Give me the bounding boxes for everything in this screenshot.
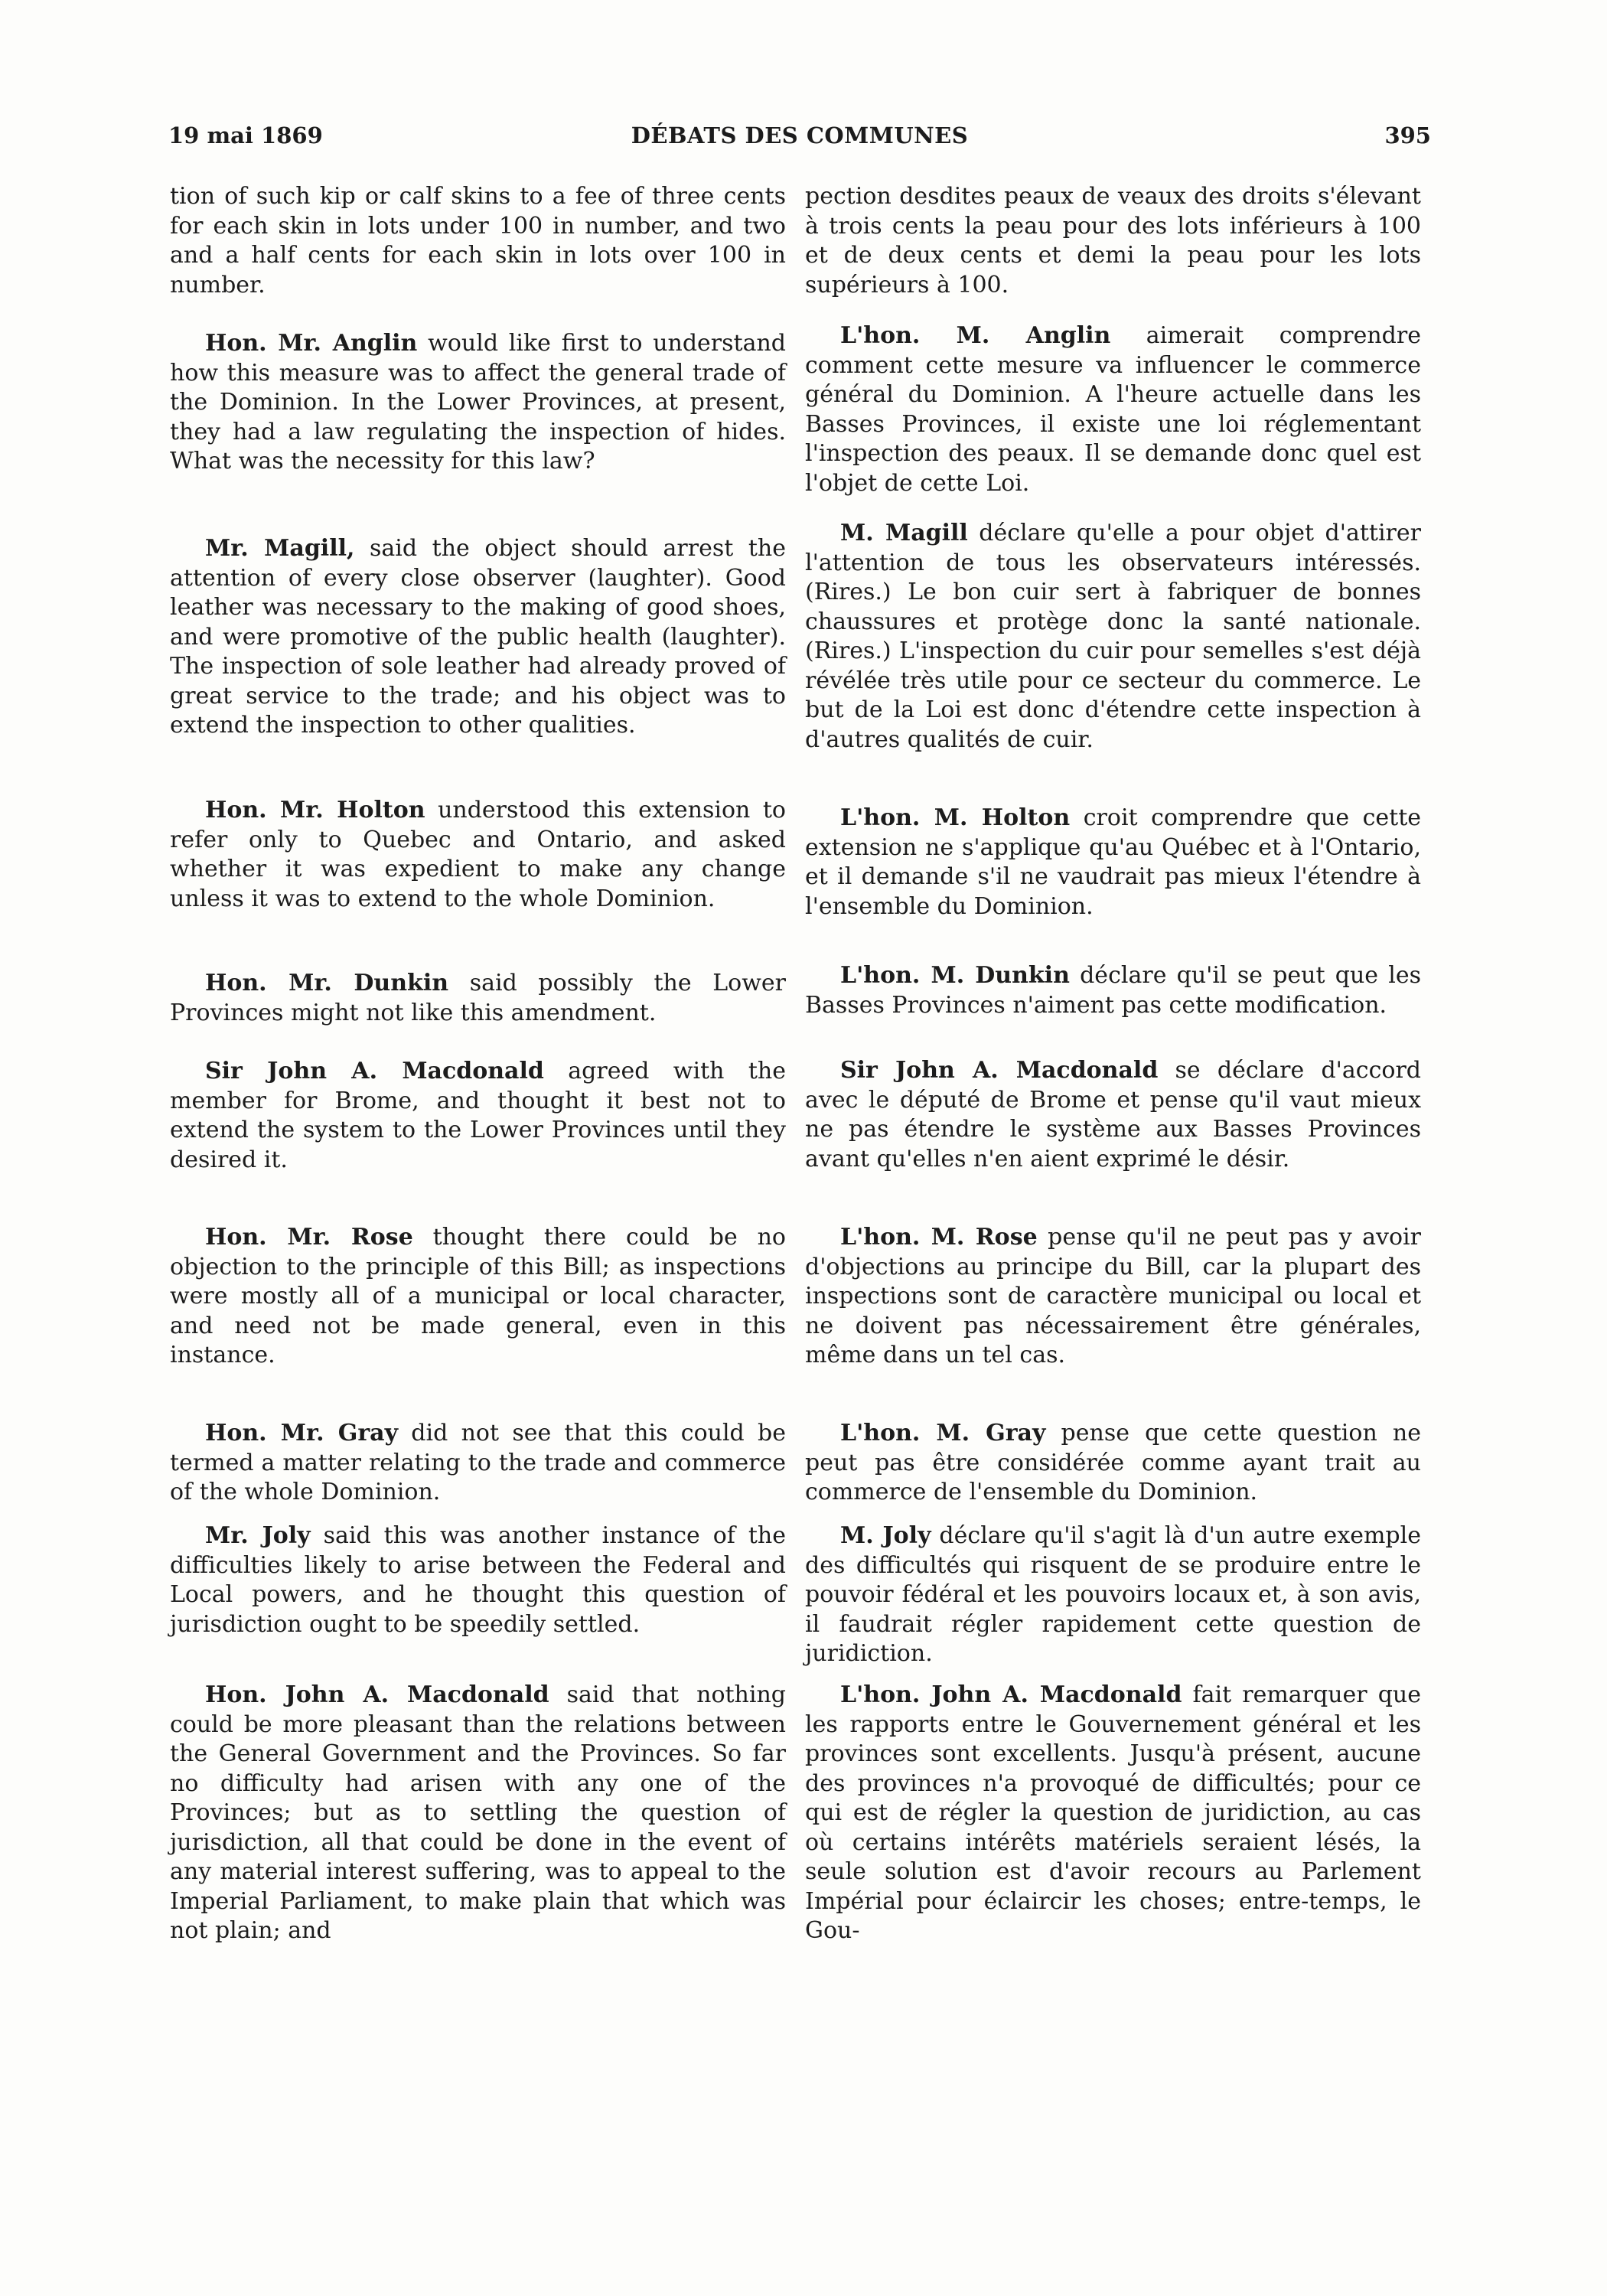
paragraph: Mr. Magill, said the object should arrest the attention of every close observer (laughter). Good leather was necessary to the making of good shoes, and were promotive of the public health (laughter). The inspection of sole leather had already proved of great service to the trade; and his object was to extend the inspection to other qualities. (170, 535, 786, 739)
paragraph: Sir John A. Macdonald se déclare d'accord avec le député de Brome et pense qu'il vaut mieux ne pas étendre le système aux Basses Provinces avant qu'elles n'en aient exprimé le désir. (805, 1057, 1421, 1172)
paragraph: L'hon. M. Rose pense qu'il ne peut pas y avoir d'objections au principe du Bill, car la plupart des inspections sont de caractère municipal ou local et ne doivent pas nécessairement être générales, même dans un tel cas. (805, 1224, 1421, 1368)
paragraph: L'hon. M. Anglin aimerait comprendre comment cette mesure va influencer le commerce général du Dominion. A l'heure actuelle dans les Basses Provinces, il existe une loi réglementant l'inspection des peaux. Il se demande donc quel est l'objet de cette Loi. (805, 322, 1421, 497)
paragraph: tion of such kip or calf skins to a fee of three cents for each skin in lots under 100 in number, and two and a half cents for each skin in lots over 100 in number. (170, 183, 786, 298)
page-header (168, 122, 1431, 161)
paragraph: Sir John A. Macdonald agreed with the member for Brome, and thought it best not to extend the system to the Lower Provinces until they desired it. (170, 1058, 786, 1173)
paragraph: Hon. John A. Macdonald said that nothing could be more pleasant than the relations between the General Government and the Provinces. So far no difficulty had arisen with any one of the Provinces; but as to settling the question of jurisdiction, all that could be done in the event of any material interest suffering, was to appeal to the Imperial Parliament, to make plain that which was not plain; and (170, 1681, 786, 1944)
paragraph: M. Magill déclare qu'elle a pour objet d'attirer l'attention de tous les observateurs intéressés. (Rires.) Le bon cuir sert à fabriquer de bonnes chaussures et protège donc la santé nationale. (Rires.) L'inspection du cuir pour semelles s'est déjà révélée très utile pour ce secteur du commerce. Le but de la Loi est donc d'étendre cette inspection à d'autres qualités de cuir. (805, 520, 1421, 753)
paragraph: Hon. Mr. Rose thought there could be no objection to the principle of this Bill; as inspections were mostly all of a municipal or local character, and need not be made general, even in this instance. (170, 1224, 786, 1368)
paragraph: Mr. Joly said this was another instance of the difficulties likely to arise between the Federal and Local powers, and he thought this question of jurisdiction ought to be speedily settled. (170, 1522, 786, 1638)
paragraph: pection desdites peaux de veaux des droits s'élevant à trois cents la peau pour des lots inférieurs à 100 et de deux cents et demi la peau pour les lots supérieurs à 100. (805, 183, 1421, 298)
paragraph: L'hon. M. Holton croit comprendre que cette extension ne s'applique qu'au Québec et à l'Ontario, et il demande s'il ne vaudrait pas mieux l'étendre à l'ensemble du Dominion. (805, 804, 1422, 920)
paragraph: L'hon. M. Gray pense que cette question ne peut pas être considérée comme ayant trait au commerce de l'ensemble du Dominion. (805, 1420, 1422, 1505)
header-date: 19 mai 1869 (168, 122, 323, 148)
header-title: DÉBATS DES COMMUNES (631, 122, 969, 148)
page-number: 395 (1384, 122, 1431, 148)
paragraph: Hon. Mr. Gray did not see that this could be termed a matter relating to the trade and commerce of the whole Dominion. (170, 1420, 787, 1505)
paragraph: Hon. Mr. Dunkin said possibly the Lower Provinces might not like this amendment. (170, 970, 787, 1026)
paragraph: Hon. Mr. Anglin would like first to understand how this measure was to affect the general trade of the Dominion. In the Lower Provinces, at present, they had a law regulating the inspection of hides. What was the necessity for this law? (170, 330, 786, 475)
paragraph: M. Joly déclare qu'il s'agit là d'un autre exemple des difficultés qui risquent de se produire entre le pouvoir fédéral et les pouvoirs locaux et, à son avis, il faudrait régler rapidement cette question de juridiction. (805, 1522, 1421, 1667)
paragraph: L'hon. John A. Macdonald fait remarquer que les rapports entre le Gouvernement général et les provinces sont excellents. Jusqu'à présent, aucune des provinces n'a provoqué de difficultés; pour ce qui est de régler la question de juridiction, au cas où certains intérêts matériels seraient lésés, la seule solution est d'avoir recours au Parlement Impérial pour éclaircir les choses; entre-temps, le Gou- (805, 1681, 1421, 1944)
paragraph: L'hon. M. Dunkin déclare qu'il se peut que les Basses Provinces n'aiment pas cette modification. (805, 962, 1421, 1019)
paragraph: Hon. Mr. Holton understood this extension to refer only to Quebec and Ontario, and asked whether it was expedient to make any change unless it was to extend to the whole Dominion. (170, 797, 786, 912)
